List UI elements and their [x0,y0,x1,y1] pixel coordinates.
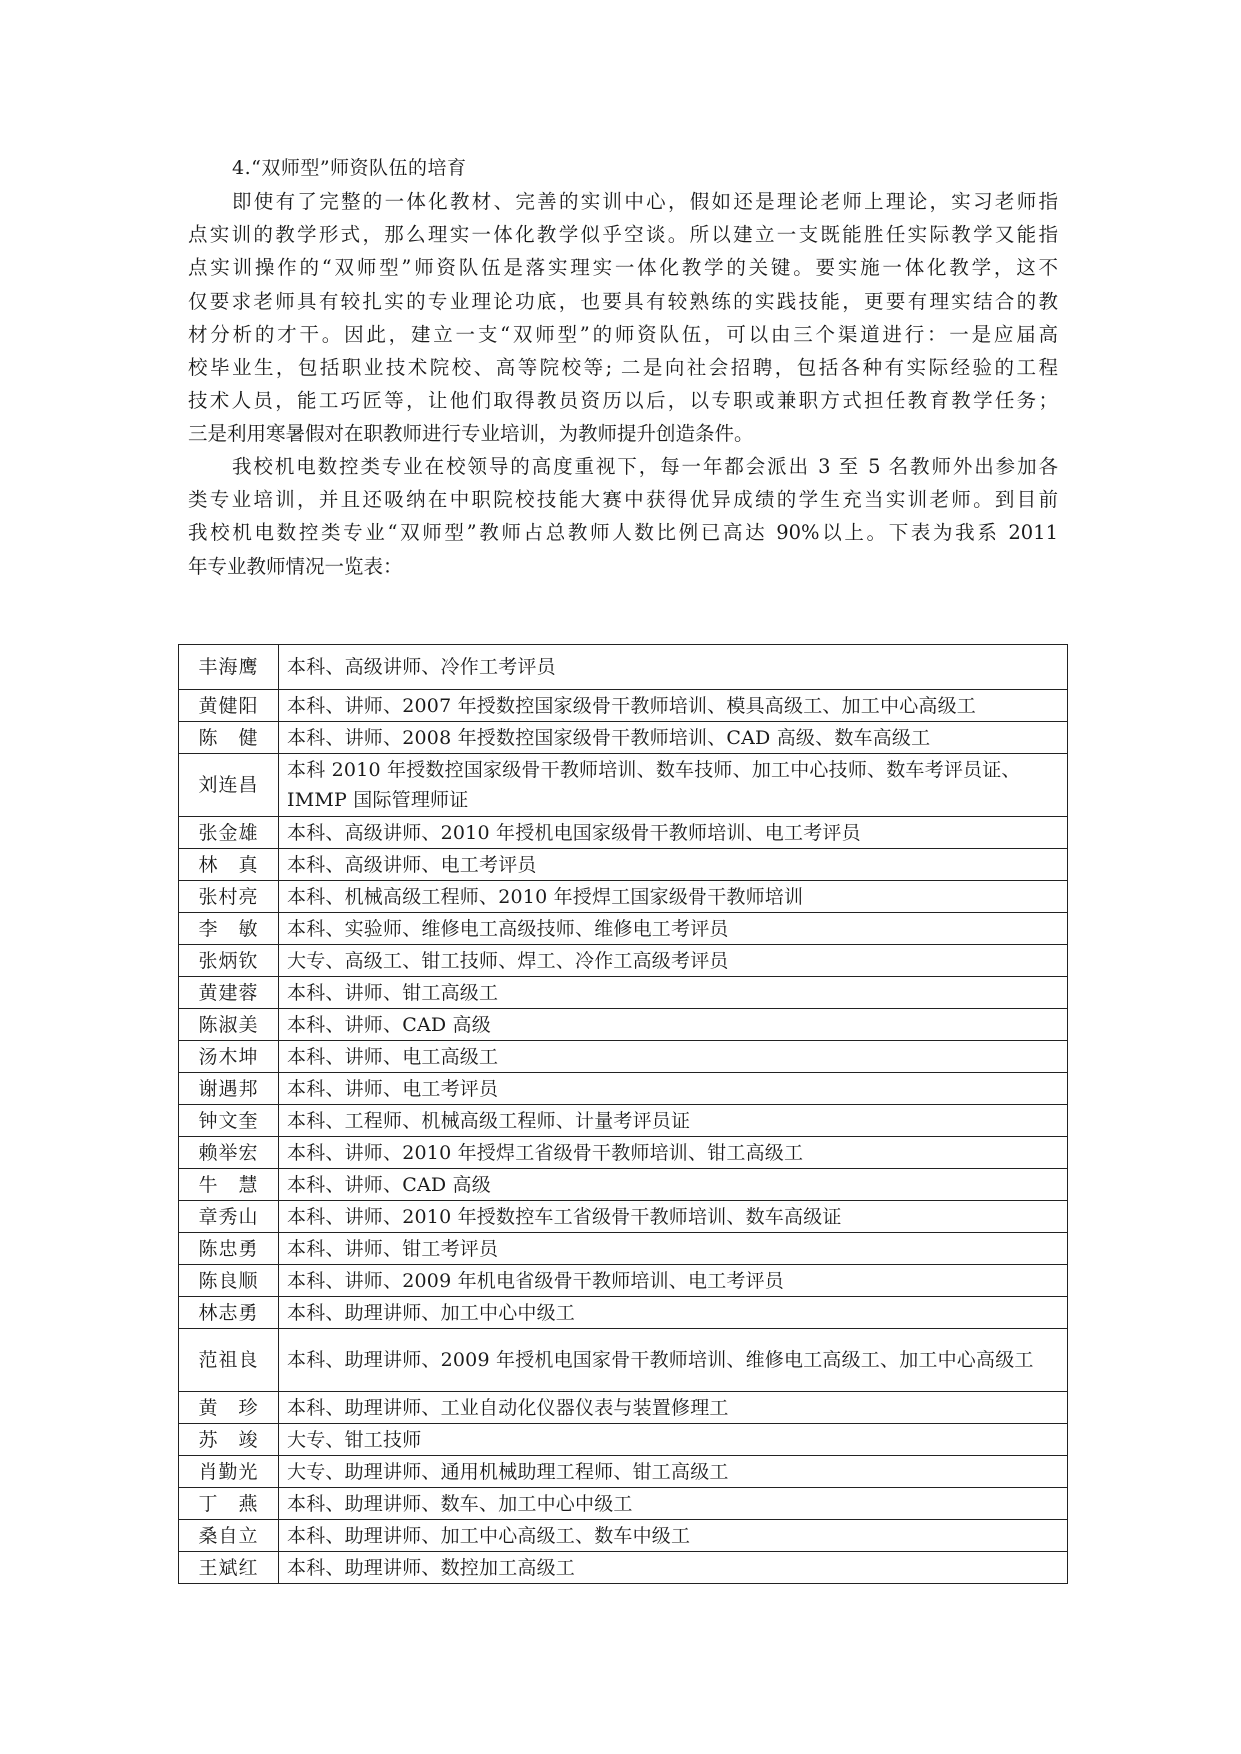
teacher-name: 赖举宏 [179,1137,279,1169]
table-row [179,690,1068,722]
table-row [179,1552,1068,1584]
section-heading: 4.“双师型”师资队伍的培育 [232,157,467,179]
paragraph-line: 年专业教师情况一览表： [188,554,403,578]
teacher-qualifications: 本科、助理讲师、数控加工高级工 [279,1552,1068,1584]
teacher-qualifications: 本科、讲师、2010 年授焊工省级骨干教师培训、钳工高级工 [279,1137,1068,1169]
paragraph-line: 仅要求老师具有较扎实的专业理论功底，也要具有较熟练的实践技能，更要有理实结合的教 [188,289,1058,313]
table-row [179,1488,1068,1520]
table-row [179,1009,1068,1041]
teacher-qualifications: 本科、讲师、2008 年授数控国家级骨干教师培训、CAD 高级、数车高级工 [279,722,1068,754]
teacher-qualifications: 本科、高级讲师、冷作工考评员 [279,645,1068,690]
paragraph-line: 我校机电数控类专业“双师型”教师占总教师人数比例已高达 90%以上。下表为我系 2011 [188,521,1058,545]
teacher-name: 丰海鹰 [179,645,279,690]
table-row [179,1424,1068,1456]
teacher-name: 林 真 [179,849,279,881]
teacher-qualifications: 本科、实验师、维修电工高级技师、维修电工考评员 [279,913,1068,945]
table-row [179,913,1068,945]
teacher-name: 王斌红 [179,1552,279,1584]
teacher-qualifications: 本科、助理讲师、加工中心中级工 [279,1297,1068,1329]
teacher-name: 钟文奎 [179,1105,279,1137]
teacher-name: 汤木坤 [179,1041,279,1073]
table-row [179,1105,1068,1137]
teacher-name: 范祖良 [179,1329,279,1392]
table-row [179,977,1068,1009]
table-row [179,1392,1068,1424]
teacher-qualifications: 本科、助理讲师、2009 年授机电国家骨干教师培训、维修电工高级工、加工中心高级工 [279,1329,1068,1392]
teacher-qualifications: 本科、助理讲师、工业自动化仪器仪表与装置修理工 [279,1392,1068,1424]
paragraph-line: 点实训的教学形式，那么理实一体化教学似乎空谈。所以建立一支既能胜任实际教学又能指 [188,223,1058,247]
teacher-qualifications: 本科、助理讲师、数车、加工中心中级工 [279,1488,1068,1520]
teacher-name: 陈淑美 [179,1009,279,1041]
paragraph-line: 即使有了完整的一体化教材、完善的实训中心，假如还是理论老师上理论，实习老师指 [232,190,1058,213]
table-row [179,849,1068,881]
table-row [179,722,1068,754]
teacher-qualifications: 本科、讲师、CAD 高级 [279,1169,1068,1201]
teacher-qualifications: 大专、助理讲师、通用机械助理工程师、钳工高级工 [279,1456,1068,1488]
teacher-qualifications: 本科、讲师、2009 年机电省级骨干教师培训、电工考评员 [279,1265,1068,1297]
teacher-qualifications: 本科、讲师、2007 年授数控国家级骨干教师培训、模具高级工、加工中心高级工 [279,690,1068,722]
table-row [179,1265,1068,1297]
teacher-qualifications: 本科、工程师、机械高级工程师、计量考评员证 [279,1105,1068,1137]
teacher-name: 张炳钦 [179,945,279,977]
teacher-qualifications: 本科、助理讲师、加工中心高级工、数车中级工 [279,1520,1068,1552]
table-row [179,1297,1068,1329]
teacher-name: 林志勇 [179,1297,279,1329]
teacher-name: 李 敏 [179,913,279,945]
teacher-name: 黄 珍 [179,1392,279,1424]
teacher-qualifications: 本科 2010 年授数控国家级骨干教师培训、数车技师、加工中心技师、数车考评员证、IMMP 国际管理师证 [279,754,1068,817]
staff-table [178,644,1068,1584]
teacher-name: 陈 健 [179,722,279,754]
table-row [179,817,1068,849]
teacher-qualifications: 本科、讲师、电工考评员 [279,1073,1068,1105]
teacher-name: 肖勤光 [179,1456,279,1488]
paragraph-school-staff [188,450,1058,583]
teacher-qualifications: 本科、讲师、钳工考评员 [279,1233,1068,1265]
paragraph-dual-teacher-cultivation [188,185,1058,451]
teacher-qualifications: 本科、高级讲师、电工考评员 [279,849,1068,881]
teacher-qualifications: 本科、讲师、电工高级工 [279,1041,1068,1073]
table-row [179,1233,1068,1265]
table-row [179,754,1068,817]
paragraph-line: 点实训操作的“双师型”师资队伍是落实理实一体化教学的关键。要实施一体化教学，这不 [188,256,1058,280]
teacher-name: 章秀山 [179,1201,279,1233]
paragraph-line: 材分析的才干。因此，建立一支“双师型”的师资队伍，可以由三个渠道进行：一是应届高 [188,322,1058,346]
teacher-name: 黄健阳 [179,690,279,722]
teacher-name: 谢遇邦 [179,1073,279,1105]
teacher-qualifications: 大专、高级工、钳工技师、焊工、冷作工高级考评员 [279,945,1068,977]
teacher-qualifications: 本科、高级讲师、2010 年授机电国家级骨干教师培训、电工考评员 [279,817,1068,849]
table-row [179,881,1068,913]
teacher-qualifications: 本科、机械高级工程师、2010 年授焊工国家级骨干教师培训 [279,881,1068,913]
paragraph-line: 类专业培训，并且还吸纳在中职院校技能大赛中获得优异成绩的学生充当实训老师。到目前 [188,488,1058,512]
table-row [179,1041,1068,1073]
table-row [179,645,1068,690]
teacher-qualifications: 本科、讲师、CAD 高级 [279,1009,1068,1041]
teacher-name: 桑自立 [179,1520,279,1552]
teacher-name: 刘连昌 [179,754,279,817]
teacher-qualifications: 本科、讲师、2010 年授数控车工省级骨干教师培训、数车高级证 [279,1201,1068,1233]
table-row [179,945,1068,977]
paragraph-line: 技术人员，能工巧匠等，让他们取得教员资历以后，以专职或兼职方式担任教育教学任务； [188,389,1058,413]
table-row [179,1137,1068,1169]
table-row [179,1169,1068,1201]
teacher-name: 张金雄 [179,817,279,849]
teacher-name: 丁 燕 [179,1488,279,1520]
teacher-name: 苏 竣 [179,1424,279,1456]
teacher-qualifications: 大专、钳工技师 [279,1424,1068,1456]
paragraph-line: 校毕业生，包括职业技术院校、高等院校等; 二是向社会招聘，包括各种有实际经验的工程 [188,356,1058,380]
teacher-name: 张村亮 [179,881,279,913]
table-row [179,1329,1068,1392]
teacher-name: 黄建蓉 [179,977,279,1009]
table-row [179,1073,1068,1105]
table-row [179,1520,1068,1552]
table-row [179,1201,1068,1233]
teacher-name: 陈忠勇 [179,1233,279,1265]
teacher-qualifications: 本科、讲师、钳工高级工 [279,977,1068,1009]
teacher-name: 陈良顺 [179,1265,279,1297]
paragraph-line: 我校机电数控类专业在校领导的高度重视下，每一年都会派出 3 至 5 名教师外出参加各 [232,455,1058,478]
table-row [179,1456,1068,1488]
paragraph-line: 三是利用寒暑假对在职教师进行专业培训，为教师提升创造条件。 [188,422,754,446]
teacher-name: 牛 慧 [179,1169,279,1201]
